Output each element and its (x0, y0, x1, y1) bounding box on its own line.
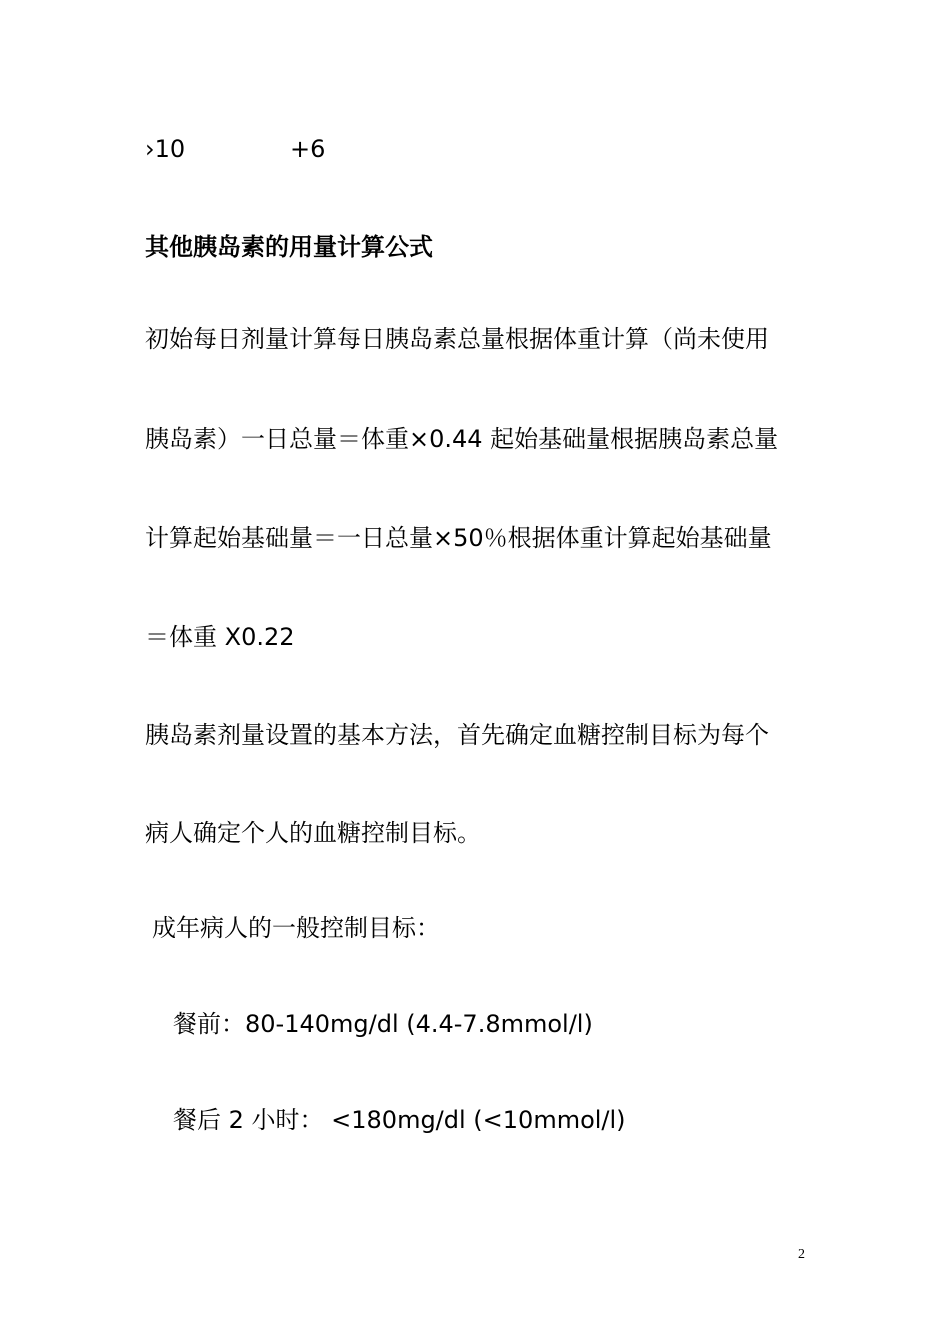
target-item-before-meal: 餐前：80-140mg/dl (4.4-7.8mmol/l) (173, 1010, 593, 1038)
table-cell-range: ›10 (145, 135, 186, 163)
section-heading: 其他胰岛素的用量计算公式 (145, 233, 433, 261)
table-cell-adjustment: +6 (290, 135, 326, 163)
target-item-after-meal: 餐后 2 小时： <180mg/dl (<10mmol/l) (173, 1106, 626, 1134)
paragraph-line: 胰岛素剂量设置的基本方法，首先确定血糖控制目标为每个 (145, 721, 769, 749)
targets-title: 成年病人的一般控制目标： (152, 914, 440, 942)
paragraph-line: 初始每日剂量计算每日胰岛素总量根据体重计算（尚未使用 (145, 325, 769, 353)
page-number: 2 (798, 1247, 805, 1262)
paragraph-line: 胰岛素）一日总量＝体重×0.44 起始基础量根据胰岛素总量 (145, 425, 779, 453)
paragraph-line: 计算起始基础量＝一日总量×50％根据体重计算起始基础量 (145, 524, 772, 552)
table-row (145, 134, 325, 164)
paragraph-line: 病人确定个人的血糖控制目标。 (145, 819, 481, 847)
paragraph-line: ＝体重 X0.22 (145, 623, 295, 651)
